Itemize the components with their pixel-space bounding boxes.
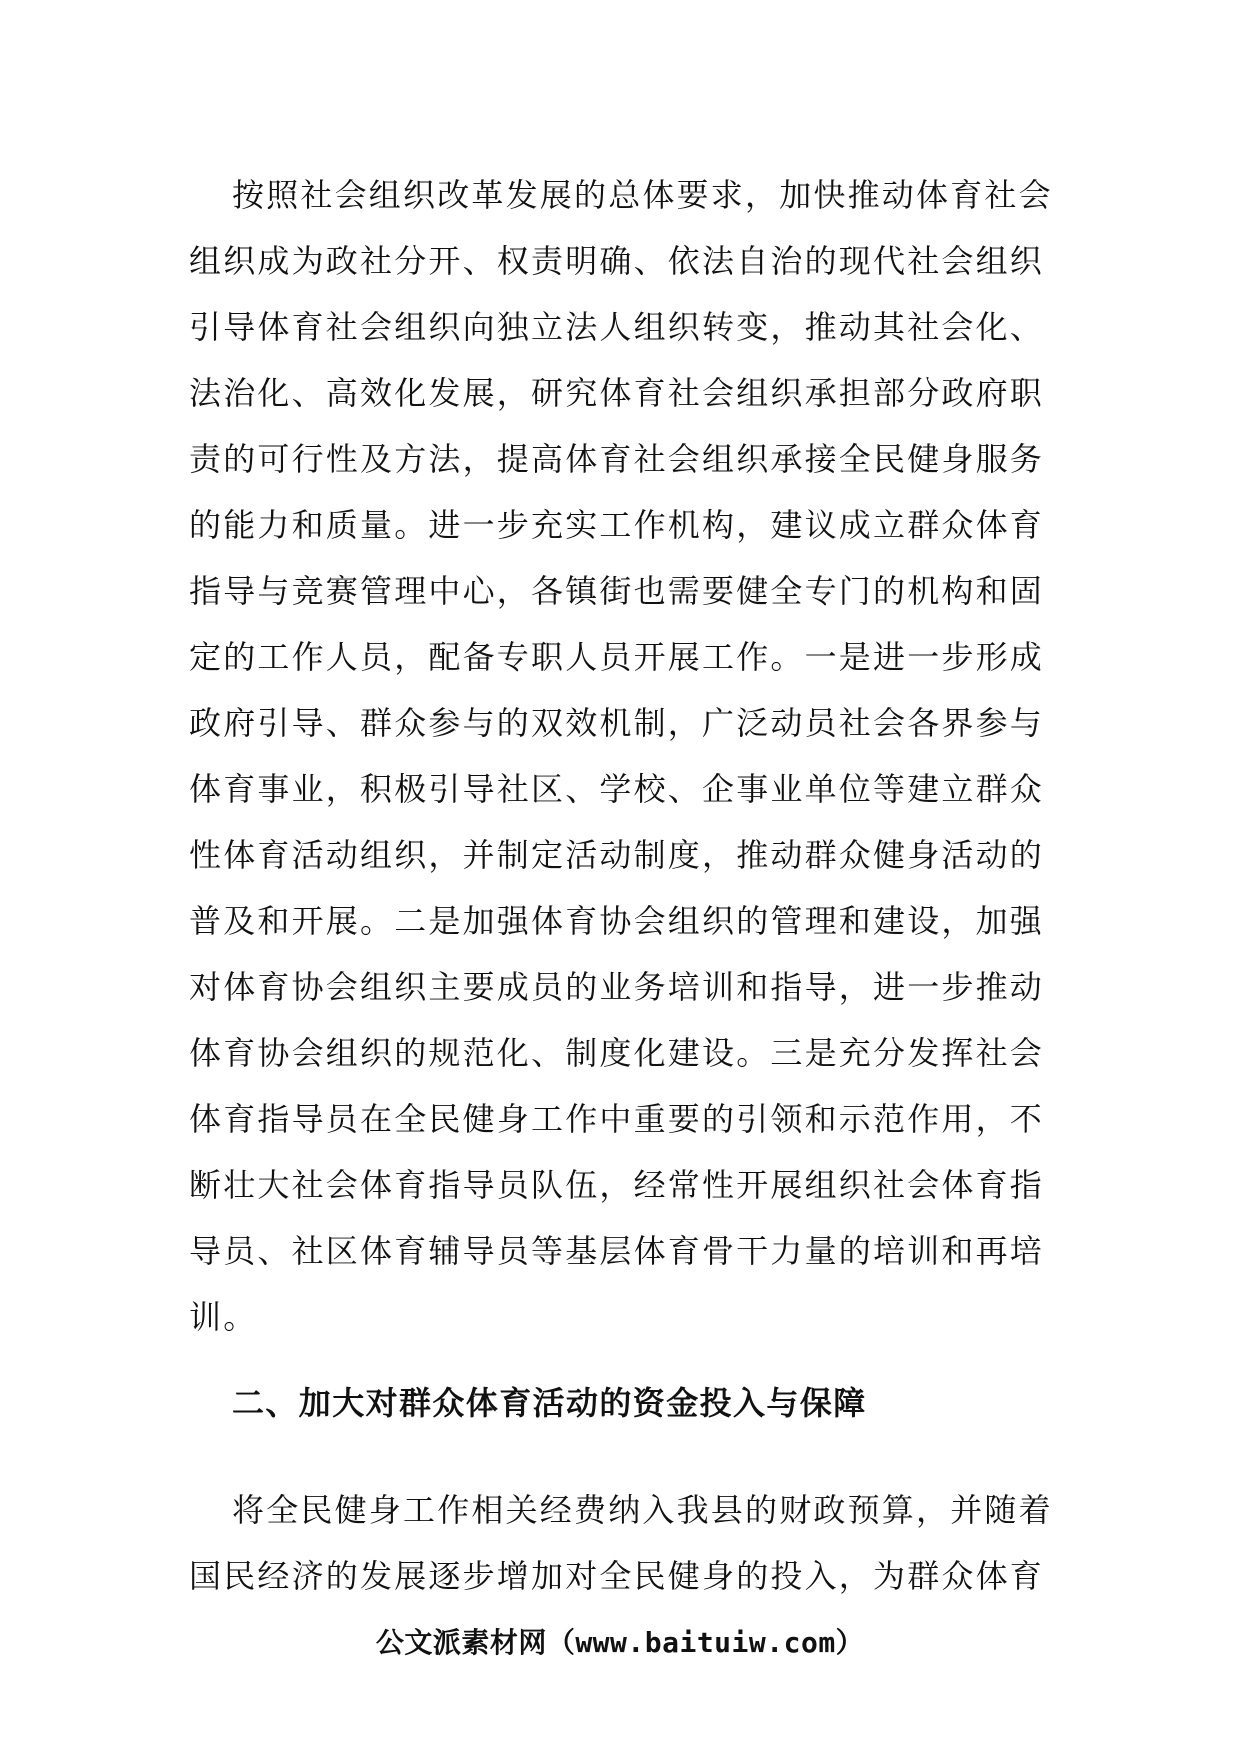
paragraph-line: 责的可行性及方法，提高体育社会组织承接全民健身服务 — [189, 440, 1045, 478]
paragraph-line: 体育协会组织的规范化、制度化建设。三是充分发挥社会 — [189, 1034, 1045, 1072]
paragraph-line: 的能力和质量。进一步充实工作机构，建议成立群众体育 — [189, 506, 1045, 544]
paragraph-line: 体育指导员在全民健身工作中重要的引领和示范作用，不 — [189, 1100, 1045, 1138]
paragraph-line: 定的工作人员，配备专职人员开展工作。一是进一步形成 — [189, 638, 1045, 676]
paragraph-line: 法治化、高效化发展，研究体育社会组织承担部分政府职 — [189, 374, 1045, 412]
paragraph-line: 指导与竞赛管理中心，各镇街也需要健全专门的机构和固 — [189, 572, 1045, 610]
paragraph-line: 性体育活动组织，并制定活动制度，推动群众健身活动的 — [189, 836, 1045, 874]
paragraph-line: 引导体育社会组织向独立法人组织转变，推动其社会化、 — [189, 308, 1045, 346]
paragraph-line: 对体育协会组织主要成员的业务培训和指导，进一步推动 — [189, 968, 1045, 1006]
paragraph-line: 组织成为政社分开、权责明确、依法自治的现代社会组织 — [189, 242, 1045, 280]
paragraph-line: 将全民健身工作相关经费纳入我县的财政预算，并随着 — [232, 1491, 1053, 1529]
paragraph-line: 普及和开展。二是加强体育协会组织的管理和建设，加强 — [189, 902, 1045, 940]
paragraph-line: 按照社会组织改革发展的总体要求，加快推动体育社会 — [232, 176, 1053, 214]
footer-watermark: 公文派素材网（www.baituiw.com） — [375, 1626, 865, 1659]
paragraph-line: 导员、社区体育辅导员等基层体育骨干力量的培训和再培 — [189, 1232, 1045, 1270]
paragraph-2 — [189, 1477, 1059, 1609]
paragraph-line: 国民经济的发展逐步增加对全民健身的投入，为群众体育 — [189, 1557, 1045, 1595]
paragraph-line: 训。 — [189, 1298, 258, 1336]
paragraph-line: 断壮大社会体育指导员队伍，经常性开展组织社会体育指 — [189, 1166, 1045, 1204]
paragraph-line: 体育事业，积极引导社区、学校、企事业单位等建立群众 — [189, 770, 1045, 808]
paragraph-line: 政府引导、群众参与的双效机制，广泛动员社会各界参与 — [189, 704, 1045, 742]
section-heading: 二、加大对群众体育活动的资金投入与保障 — [232, 1384, 867, 1422]
paragraph-1 — [189, 162, 1059, 1350]
